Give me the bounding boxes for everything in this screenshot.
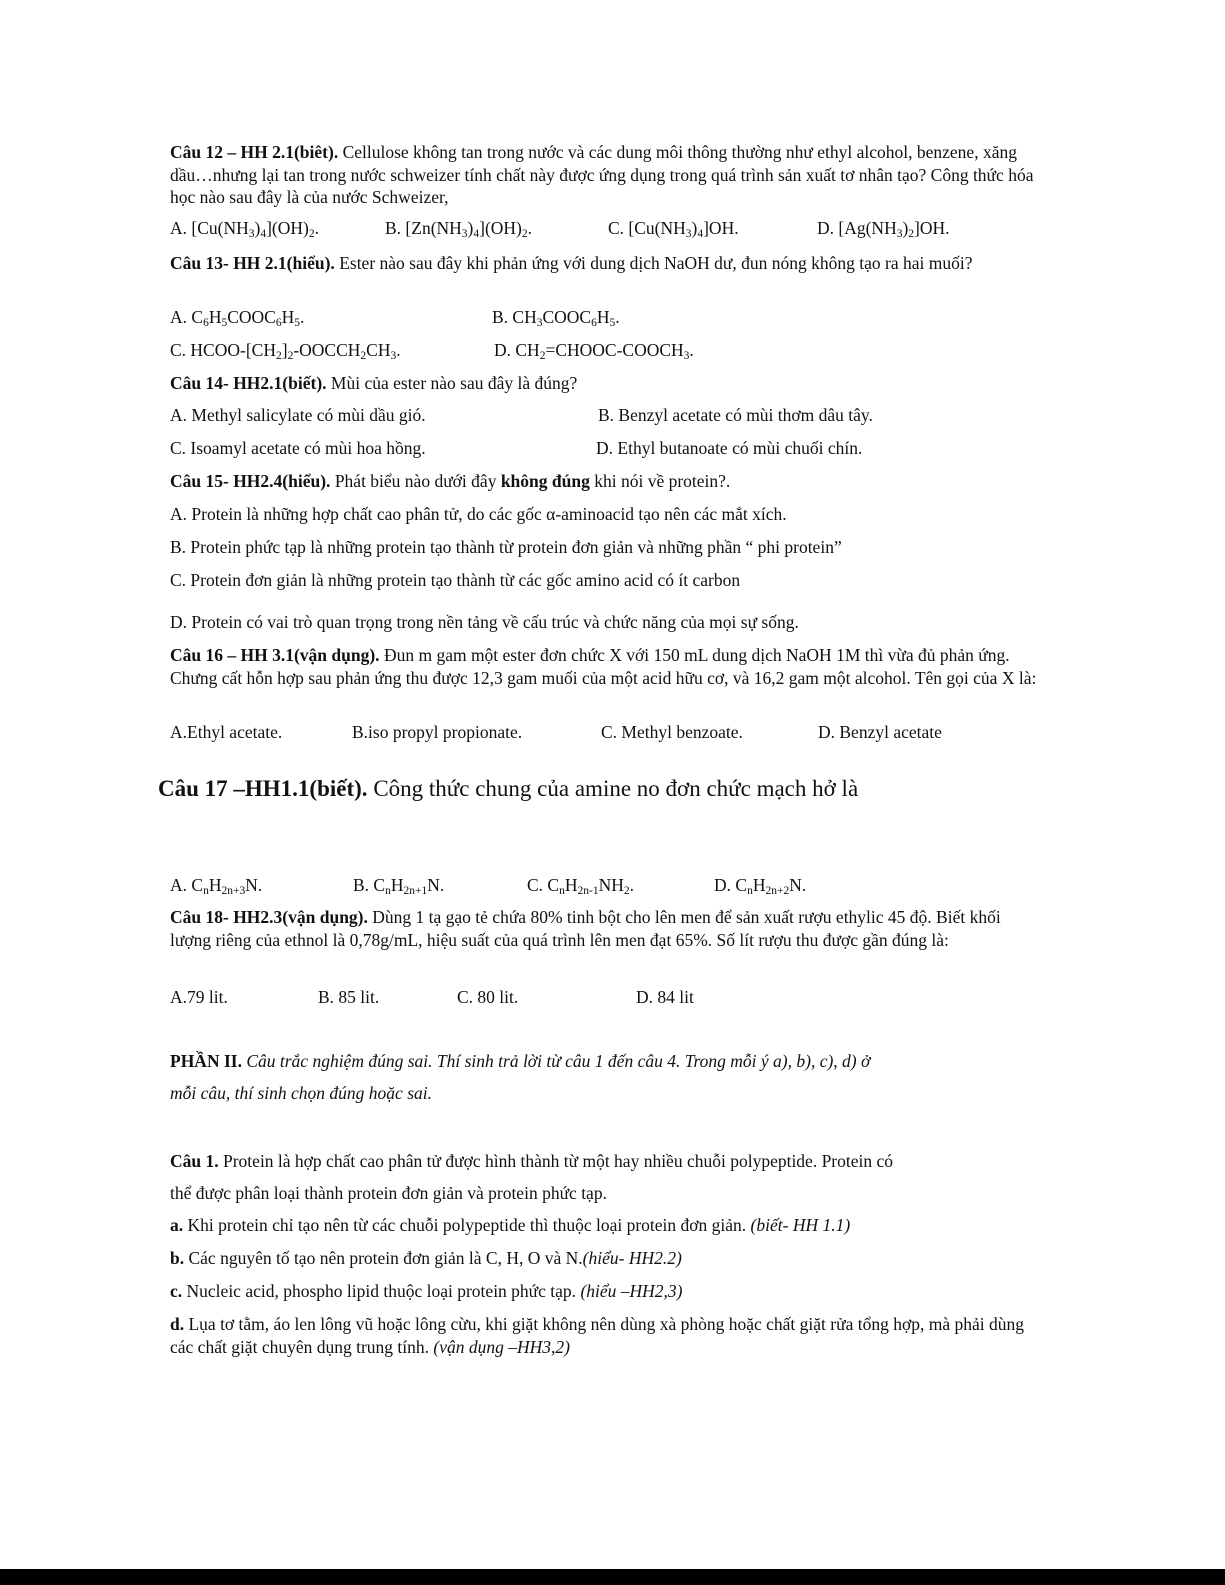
question-18-heading: Câu 18- HH2.3(vận dụng).	[170, 907, 368, 927]
question-13-heading: Câu 13- HH 2.1(hiểu).	[170, 253, 335, 273]
question-17-text: Công thức chung của amine no đơn chức mạch hở là	[367, 776, 859, 801]
option-b: B. Benzyl acetate có mùi thơm dâu tây.	[598, 405, 873, 425]
question-15-text-end: khi nói về protein?.	[589, 471, 731, 491]
question-12-heading: Câu 12 – HH 2.1(biêt).	[170, 142, 339, 162]
option-c: C. HCOO-$[CH_2]_2-OOCCH_2CH_3$.	[170, 340, 401, 362]
question-16-text: Đun m gam một ester đơn chức X với 150 mL dung dịch NaOH 1M thì vừa đủ phản ứng. Chưng cất hỗn hợp sau phản ứng thu được 12,3 gam muối của một acid hữu cơ, và 16,2 gam một alcohol. Tên gọi của X là:	[170, 645, 1037, 688]
statement-b: b. Các nguyên tố tạo nên protein đơn giản là C, H, O và N.(hiểu- HH2.2)	[170, 1248, 682, 1268]
question-13-text: Ester nào sau đây khi phản ứng với dung dịch NaOH dư, đun nóng không tạo ra hai muối?	[334, 253, 973, 273]
option-a: A. Methyl salicylate có mùi dầu gió.	[170, 405, 426, 425]
part-2-question-1	[170, 1150, 1050, 1174]
question-15-option-a: A. Protein là những hợp chất cao phân tử, do các gốc α-aminoacid tạo nên các mắt xích.	[170, 504, 787, 524]
question-15-heading: Câu 15- HH2.4(hiểu).	[170, 471, 331, 491]
question-12	[170, 141, 1040, 209]
option-d: D. $[Ag(NH_3)_2]OH$.	[817, 218, 950, 240]
option-d: D. $CH_2=CHOOC-COOCH_3$.	[494, 340, 694, 362]
page-bottom-border	[0, 1569, 1225, 1585]
question-16	[170, 644, 1045, 689]
question-18	[170, 906, 1032, 951]
option-c: C. $[Cu(NH_3)_4]OH$.	[608, 218, 739, 240]
option-c: C. 80 lit.	[457, 987, 519, 1007]
statement-a: a. Khi protein chỉ tạo nên từ các chuỗi polypeptide thì thuộc loại protein đơn giản. (biết- HH 1.1)	[170, 1215, 851, 1235]
option-d: D. Ethyl butanoate có mùi chuối chín.	[596, 438, 863, 458]
question-12-text: Cellulose không tan trong nước và các dung môi thông thường như ethyl alcohol, benzene, xăng dầu…nhưng lại tan trong nước schweizer tính chất này được ứng dụng trong quá trình sản xuất tơ nhân tạo? Công thức hóa học nào sau đây là của nước Schweizer,	[170, 142, 1034, 207]
option-a: A. $C_6H_5COOC_6H_5$.	[170, 307, 305, 329]
question-15	[170, 470, 1050, 494]
option-b: B. $C_nH_{2n+1}N$.	[353, 875, 445, 897]
question-14-options-cd	[170, 437, 1050, 461]
question-18-text: Dùng 1 tạ gạo tẻ chứa 80% tinh bột cho lên men để sản xuất rượu ethylic 45 độ. Biết khối lượng riêng của ethnol là 0,78g/mL, hiệu suất của quá trình lên men đạt 65%. Số lít rượu thu được gần đúng là:	[170, 907, 1001, 950]
part-2-question-1-text: Protein là hợp chất cao phân tử được hình thành từ một hay nhiều chuỗi polypeptide. Protein có	[218, 1151, 894, 1171]
question-15-text: Phát biểu nào dưới đây	[330, 471, 501, 491]
part-2-instructions: Câu trắc nghiệm đúng sai. Thí sinh trả lời từ câu 1 đến câu 4. Trong mỗi ý a), b), c), d) ở	[241, 1051, 871, 1071]
question-16-heading: Câu 16 – HH 3.1(vận dụng).	[170, 645, 380, 665]
part-2-heading	[170, 1050, 1050, 1074]
option-b: B. $CH_3COOC_6H_5$.	[492, 307, 620, 329]
question-14-options-ab	[170, 404, 1050, 428]
option-d: D. Benzyl acetate	[818, 722, 942, 742]
question-15-option-b: B. Protein phức tạp là những protein tạo thành từ protein đơn giản và những phần “ phi protein”	[170, 537, 842, 557]
question-14-heading: Câu 14- HH2.1(biết).	[170, 373, 327, 393]
question-14	[170, 372, 1050, 396]
question-17-options	[170, 874, 1050, 898]
statement-c: c. Nucleic acid, phospho lipid thuộc loại protein phức tạp. (hiểu –HH2,3)	[170, 1281, 683, 1301]
question-13-options-cd	[170, 339, 1050, 363]
part-2-title: PHẦN II.	[170, 1051, 242, 1071]
question-15-emphasis: không đúng	[500, 471, 590, 491]
part-2-question-1-heading: Câu 1.	[170, 1151, 219, 1171]
question-12-options	[170, 217, 1050, 241]
part-2-instructions-line2: mỗi câu, thí sinh chọn đúng hoặc sai.	[170, 1083, 432, 1103]
option-b: B.iso propyl propionate.	[352, 722, 523, 742]
question-18-options	[170, 986, 1050, 1010]
question-14-text: Mùi của ester nào sau đây là đúng?	[326, 373, 578, 393]
option-b: B. 85 lit.	[318, 987, 380, 1007]
question-13-options-ab	[170, 306, 1050, 330]
question-15-option-c: C. Protein đơn giản là những protein tạo thành từ các gốc amino acid có ít carbon	[170, 570, 741, 590]
question-16-options	[170, 721, 1050, 745]
option-c: C. Isoamyl acetate có mùi hoa hồng.	[170, 438, 426, 458]
option-a: A. $C_nH_{2n+3}N$.	[170, 875, 263, 897]
question-17-heading: Câu 17 –HH1.1(biết).	[158, 776, 368, 801]
question-13	[170, 252, 1040, 275]
question-15-option-d: D. Protein có vai trò quan trọng trong nền tảng về cấu trúc và chức năng của mọi sự sống.	[170, 612, 799, 632]
question-17	[158, 775, 858, 803]
option-d: D. 84 lit	[636, 987, 694, 1007]
option-a: A. $[Cu(NH_3)_4](OH)_2$.	[170, 218, 319, 240]
option-c: C. Methyl benzoate.	[601, 722, 743, 742]
part-2-question-1-line2: thể được phân loại thành protein đơn giản và protein phức tạp.	[170, 1183, 607, 1203]
statement-d: d. Lụa tơ tằm, áo len lông vũ hoặc lông cừu, khi giặt không nên dùng xà phòng hoặc chất giặt rửa tổng hợp, mà phải dùng các chất giặt chuyên dụng trung tính. (vận dụng –HH3,2)	[170, 1314, 1024, 1357]
option-b: B. $[Zn(NH_3)_4](OH)_2$.	[385, 218, 533, 240]
option-c: C. $C_nH_{2n-1}NH_2$.	[527, 875, 634, 897]
option-a: A.79 lit.	[170, 987, 228, 1007]
option-d: D. $C_nH_{2n+2}N$.	[714, 875, 807, 897]
option-a: A.Ethyl acetate.	[170, 722, 283, 742]
